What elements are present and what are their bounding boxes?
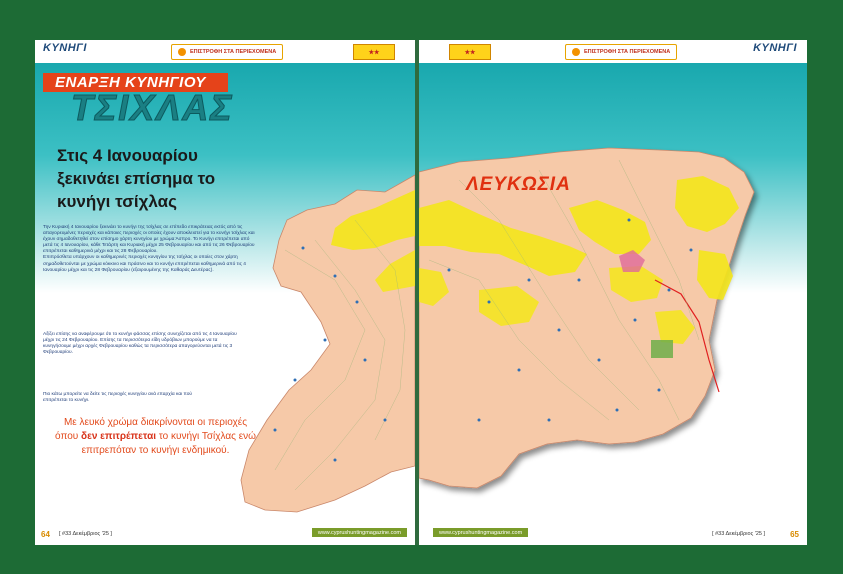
right-page (419, 40, 807, 545)
website-link-right[interactable]: www.cyprushuntingmagazine.com (433, 528, 528, 537)
left-page (35, 40, 415, 545)
website-link[interactable]: www.cyprushuntingmagazine.com (312, 528, 407, 537)
nicosia-district-map (419, 40, 807, 545)
body-paragraph-3: Αξίζει επίσης να αναφέρουμε ότι το κυνήγι φάσσας επίσης συνεχίζεται από τις 4 Ιανουαρίου μέχρι τις 24 Φεβρουαρίου. Επίσης τα περισσότερα είδη υδρόβιων μπορούμε να τα κυνηγήσουμε μέχρι αρχές Φεβρουαρίου καθώς τα περισσότερα απαγορεύονται μετά τις 3 Φεβρουαρίου. (43, 332, 237, 356)
section-title: ΚΥΝΗΓΙ (43, 42, 87, 54)
article-kicker: ΕΝΑΡΞΗ ΚΥΝΗΓΙΟΥ (43, 73, 228, 92)
article-headline: Στις 4 Ιανουαρίου ξεκινάει επίσημα το κυνήγι τσίχλας (57, 146, 216, 211)
pull-quote: Με λευκό χρώμα διακρίνονται οι περιοχές όπου δεν επιτρέπεται το κυνήγι Τσίχλας ενώ επιτρεπόταν το κυνήγι ενδημικού. (55, 417, 256, 456)
page-number: 64 (41, 530, 50, 539)
back-to-contents-label-right: ΕΠΙΣΤΡΟΦΗ ΣΤΑ ΠΕΡΙΕΧΟΜΕΝΑ (584, 49, 671, 55)
page-number-right: 65 (790, 530, 799, 539)
issue-label: [ #33 Δεκέμβριος '25 ] (59, 531, 112, 537)
body-paragraph-4: Πιο κάτω μπορείτε να δείτε τις περιοχές κυνηγίου ανά επαρχία και πού επιτρέπεται το κυνήγι. (43, 392, 193, 404)
map-left-part (35, 40, 415, 545)
magazine-logo-right: ★★ (449, 44, 491, 60)
magazine-logo: ★★ (353, 44, 395, 60)
issue-label-right: [ #33 Δεκέμβριος '25 ] (712, 531, 765, 537)
section-title-right: ΚΥΝΗΓΙ (753, 42, 797, 54)
body-paragraph-1: Την Κυριακή 4 Ιανουαρίου ξεκινάει το κυνήγι της τσίχλας σε επίπεδο επικράτειας εκτός από τις απαγορευμένες περιοχές και κάποιες περιοχές οι οποίες έχουν αποκλειστεί για το κυνήγι τσίχλας και έχουν σημαδοθετηθεί στον επίσημο χάρτη κυνηγίου με χρώμα Άσπρο. Το Κυνήγι επιτρέπεται από μετά τις 4 Ιανουαρίου, κάθε Τετάρτη και Κυριακή μέχρι 25 Φεβρουαρίου και από τις 26 Φεβρουαρίου επιτρέπεται καθημερινά μέχρι και τις 28 Φεβρουαρίου. Επιπρόσθετα υπάρχουν οι καθημερινές περιοχές κυνηγίου της τσίχλας οι οποίες στον χάρτη σημαδοθετούνται με χρώμα κόκκινο και πράσινο και το κυνήγι επιτρέπεται καθημερινά από τις 4 Ιανουαρίου μέχρι και τις 28 Φεβρουαρίου (εξαιρουμένης της Καθαράς Δευτέρας). (43, 225, 255, 273)
back-to-contents-label: ΕΠΙΣΤΡΟΦΗ ΣΤΑ ΠΕΡΙΕΧΟΜΕΝΑ (190, 49, 277, 55)
article-big-title: ΤΣΙΧΛΑΣ (71, 87, 234, 128)
region-title: ΛΕΥΚΩΣΙΑ (466, 174, 571, 195)
